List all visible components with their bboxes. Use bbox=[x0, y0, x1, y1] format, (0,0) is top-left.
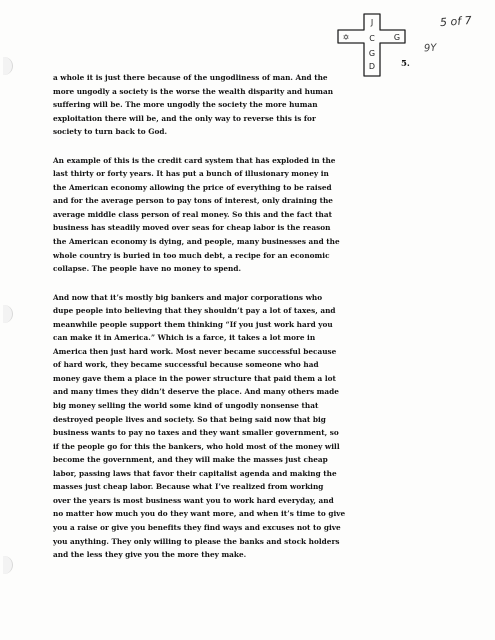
text-line: average middle class person of real money. So this and the fact that bbox=[53, 209, 332, 219]
text-line: business has steadily moved over seas for cheap labor is the reason bbox=[53, 223, 331, 233]
text-line: last thirty or forty years. It has put a bunch of illusionary money in bbox=[53, 169, 329, 179]
binder-hole bbox=[3, 556, 13, 574]
text-line: if the people go for this the bankers, who hold most of the money will bbox=[53, 441, 340, 451]
text-line: exploitation there will be, and the only way to reverse this is for bbox=[53, 113, 316, 123]
text-line: and many times they didn’t deserve the place. And many others made bbox=[53, 387, 339, 397]
text-line: the American economy is dying, and people, many businesses and the bbox=[53, 237, 340, 247]
text-line: America then just hard work. Most never became successful because bbox=[53, 346, 337, 356]
handwritten-note: 9Y bbox=[423, 42, 437, 55]
text-line: meanwhile people support them thinking “If you just work hard you bbox=[53, 319, 333, 329]
text-line: and for the average person to pay tons of interest, only draining the bbox=[53, 196, 333, 206]
text-line: suffering will be. The more ungodly the society the more human bbox=[53, 100, 318, 110]
cross-mark-middle: C bbox=[369, 34, 375, 43]
cross-mark-left: ✡ bbox=[342, 33, 350, 42]
text-line: over the years is most business want you to work hard everyday, and bbox=[53, 495, 334, 505]
paragraph bbox=[53, 71, 453, 139]
text-line: An example of this is the credit card system that has exploded in the bbox=[53, 155, 336, 165]
handwritten-page-count: 5 of 7 bbox=[439, 13, 473, 30]
text-line: you a raise or give you benefits they find ways and excuses not to give bbox=[53, 522, 341, 532]
cross-mark-top: J bbox=[370, 18, 374, 27]
text-line: you anything. They only willing to please the banks and stock holders bbox=[53, 536, 340, 546]
text-line: whole country is buried in too much debt, a recipe for an economic bbox=[53, 250, 330, 260]
cross-mark-right: G bbox=[393, 33, 401, 42]
binder-hole bbox=[3, 57, 13, 75]
text-line: society to turn back to God. bbox=[53, 127, 168, 137]
body-text bbox=[53, 71, 453, 577]
paragraph bbox=[53, 154, 453, 276]
text-line: can make it in America.” Which is a farce, it takes a lot more in bbox=[53, 333, 316, 343]
text-line: collapse. The people have no money to spend. bbox=[53, 264, 242, 274]
paragraph bbox=[53, 291, 453, 562]
text-line: no matter how much you do they want more, and when it’s time to give bbox=[53, 509, 346, 519]
page-number: 5. bbox=[401, 59, 410, 69]
text-line: business wants to pay no taxes and they want smaller government, so bbox=[53, 428, 339, 438]
text-line: destroyed people lives and society. So that being said now that big bbox=[53, 414, 326, 424]
text-line: labor, passing laws that favor their capitalist agenda and making the bbox=[53, 468, 337, 478]
text-line: a whole it is just there because of the ungodliness of man. And the bbox=[53, 73, 328, 82]
text-line: more ungodly a society is the worse the wealth disparity and human bbox=[53, 86, 334, 96]
cross-mark-bottom: D bbox=[368, 62, 376, 71]
binder-hole bbox=[3, 305, 13, 323]
text-line: money gave them a place in the power structure that paid them a lot bbox=[53, 373, 336, 383]
text-line: masses just cheap labor. Because what I’ve realized from working bbox=[53, 482, 324, 492]
text-line: of hard work, they became successful because someone who had bbox=[53, 360, 319, 370]
cross-mark-lower: G bbox=[368, 49, 376, 58]
text-line: dupe people into believing that they shouldn’t pay a lot of taxes, and bbox=[53, 306, 336, 316]
text-line: And now that it’s mostly big bankers and major corporations who bbox=[53, 292, 323, 302]
text-line: big money selling the world some kind of ungodly nonsense that bbox=[53, 401, 319, 411]
text-line: and the less they give you the more they make. bbox=[53, 550, 247, 560]
text-line: the American economy allowing the price of everything to be raised bbox=[53, 182, 332, 192]
text-line: become the government, and they will make the masses just cheap bbox=[53, 455, 328, 465]
